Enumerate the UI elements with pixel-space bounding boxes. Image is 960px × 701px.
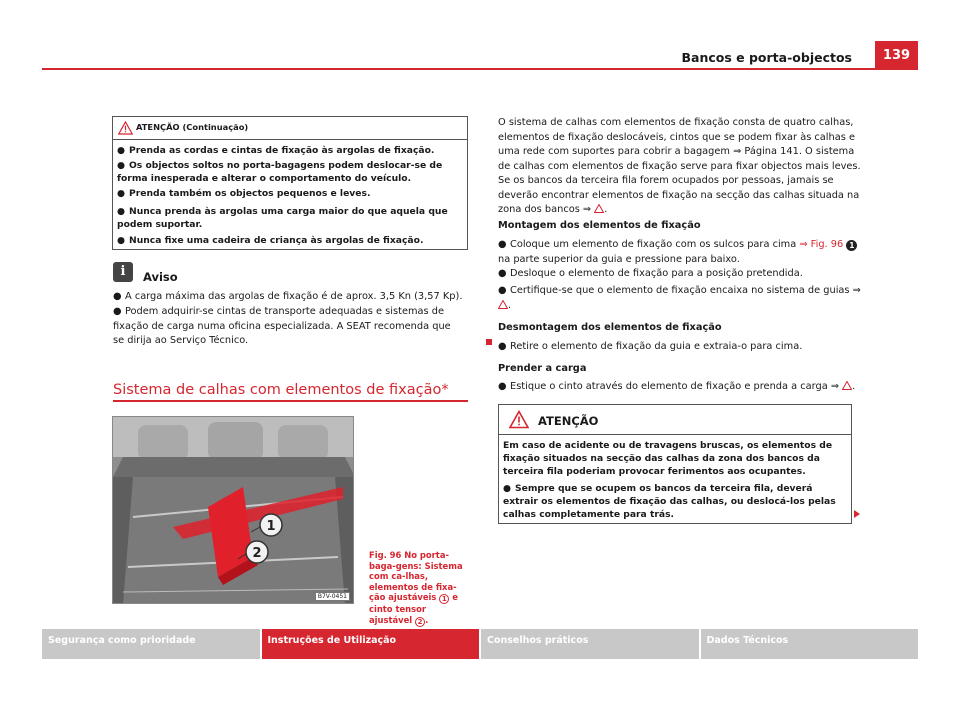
callout-2: 2 [252,546,262,561]
warning-item: ● Os objectos soltos no porta-bagagens podem deslocar-se de forma inesperada e alterar o comportamento do veículo. [117,160,443,184]
warning-triangle-icon [594,204,604,213]
warning-text: Em caso de acidente ou de travagens bruscas, os elementos de fixação situados na secção das calhas da zona dos bancos da terceira fila poderiam provocar ferimentos aos ocupantes. [503,440,833,477]
mount-step: ● Desloque o elemento de fixação para a posição pretendida. [498,268,803,279]
fig-link[interactable]: ⇒ Fig. 96 [799,239,844,250]
note-item: ● A carga máxima das argolas de fixação é de aprox. 3,5 Kn (3,57 Kp). [113,291,463,302]
warning-item: ● Prenda as cordas e cintas de fixação às argolas de fixação. [117,145,435,156]
warning-continued-box [112,116,468,250]
warning-continued-title: ATENÇÃO (Continuação) [136,122,249,132]
warning-title: ATENÇÃO [538,414,599,428]
warning-triangle-icon [498,300,508,309]
section-rule [113,400,468,402]
section-title: Sistema de calhas com elementos de fixação* [113,382,449,398]
dismount-step: ● Retire o elemento de fixação da guia e extraia-o para cima. [498,341,803,352]
tab-dados[interactable]: Dados Técnicos [701,629,919,659]
tab-instrucoes[interactable]: Instruções de Utilização [262,629,480,659]
header-rule [42,68,918,70]
warning-item: ● Prenda também os objectos pequenos e leves. [117,188,371,199]
intro-paragraph: O sistema de calhas com elementos de fixação consta de quatro calhas, elementos de fixação deslocáveis, cintos que se podem fixar às calhas e uma rede com suportes para cobrir a bagagem ⇒ Página 141. O sistema de calhas com elementos de fixação serve para fixar objectos mais leves. Se os bancos da terceira fila forem ocupados por pessoas, jamais se deverão encontrar elementos de fixação na secção das calhas situada na zona dos bancos ⇒ . [498,117,861,215]
tab-conselhos[interactable]: Conselhos práticos [481,629,699,659]
mount-step: ● Certifique-se que o elemento de fixação encaixa no sistema de guias ⇒ . [498,285,861,311]
tab-seguranca[interactable]: Segurança como prioridade [42,629,260,659]
mount-step: ● Coloque um elemento de fixação com os sulcos para cima ⇒ Fig. 96 1 na parte superior da guia e pressione para baixo. [498,238,863,267]
warning-continued-header [113,117,467,140]
end-marker [486,339,492,345]
warning-item: ● Nunca fixe uma cadeira de criança às argolas de fixação. [117,235,424,246]
warning-box [498,404,852,524]
warning-item: ● Nunca prenda às argolas uma carga maior do que aquela que podem suportar. [117,206,448,230]
page-number: 139 [875,41,918,68]
trunk-rail-photo [112,416,354,604]
load-heading: Prender a carga [498,363,587,374]
warning-header [499,405,851,435]
note-item: ● Podem adquirir-se cintas de transporte adequadas e sistemas de fixação de carga numa oficina especializada. A SEAT recomenda que se dirija ao Serviço Técnico. [113,306,451,346]
mount-heading: Montagem dos elementos de fixação [498,220,701,231]
dismount-heading: Desmontagem dos elementos de fixação [498,322,722,333]
note-title: Aviso [143,270,178,284]
running-header-title: Bancos e porta-objectos [681,50,852,65]
warning-triangle-icon [118,121,133,135]
info-icon: i [113,262,133,282]
load-step: ● Estique o cinto através do elemento de fixação e prenda a carga ⇒ . [498,381,856,392]
footer-nav [42,629,918,659]
continue-arrow-icon [854,510,860,518]
warning-triangle-icon [509,410,529,429]
figure-caption: Fig. 96 No porta-baga-gens: Sistema com ca-lhas, elementos de fixa-ção ajustáveis 1 e cinto tensor ajustável 2 . [369,550,463,626]
callout-1: 1 [266,519,276,534]
image-code: B7V-0451 [315,592,350,601]
warning-triangle-icon [842,381,852,390]
warning-item: ● Sempre que se ocupem os bancos da terceira fila, deverá extrair os elementos de fixação das calhas, ou deslocá-los pelas calhas completamente para trás. [503,483,836,520]
